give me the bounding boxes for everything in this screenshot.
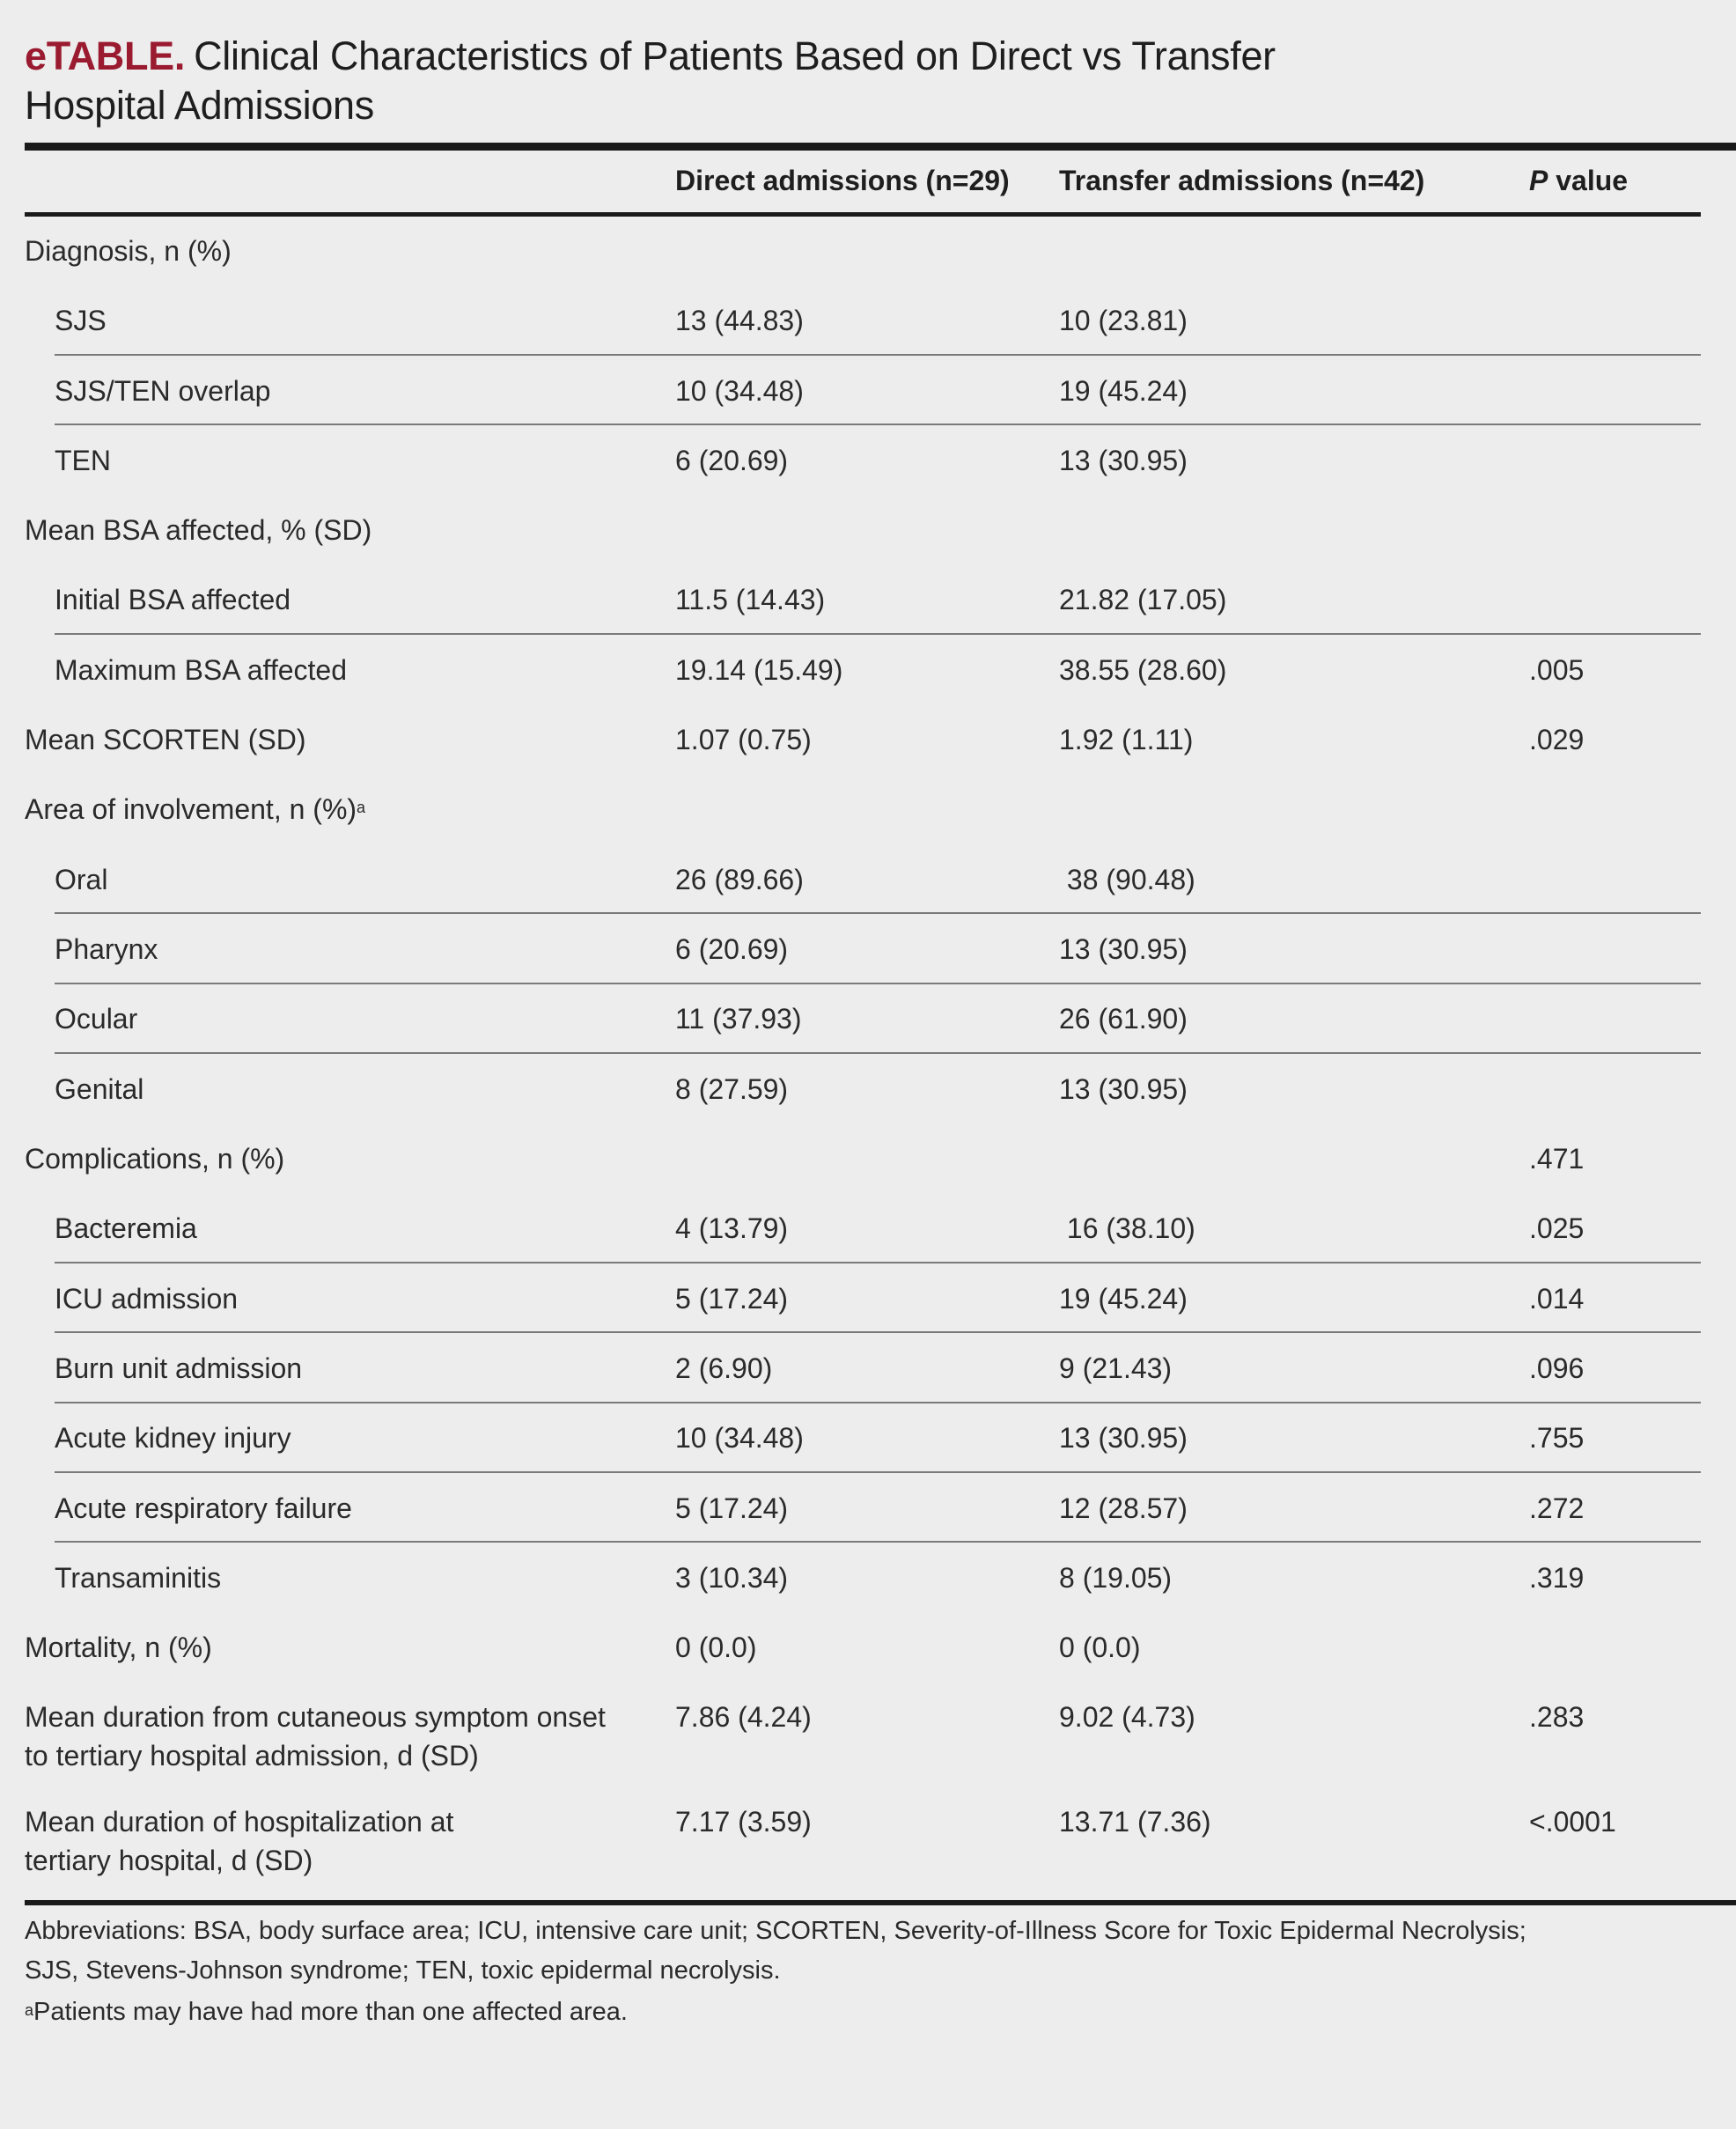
row-divider — [55, 1331, 1701, 1333]
direct-value: 13 (44.83) — [675, 305, 804, 336]
p-value: <.0001 — [1529, 1806, 1616, 1838]
row-label: SJS/TEN overlap — [55, 375, 271, 407]
row-divider — [55, 1541, 1701, 1543]
direct-value: 19.14 (15.49) — [675, 654, 843, 686]
direct-value: 8 (27.59) — [675, 1073, 789, 1105]
row-divider — [55, 354, 1701, 356]
note-footnote — [25, 1993, 1697, 2032]
row-label — [25, 1698, 606, 1775]
row-divider — [55, 424, 1701, 425]
row-label: Bacteremia — [55, 1212, 197, 1244]
transfer-value: 13.71 (7.36) — [1059, 1806, 1211, 1838]
row-label: Mortality, n (%) — [25, 1632, 212, 1663]
direct-value: 10 (34.48) — [675, 1422, 804, 1454]
transfer-value: 21.82 (17.05) — [1059, 584, 1227, 615]
p-value: .025 — [1529, 1212, 1585, 1244]
header-p-italic: P — [1529, 165, 1548, 196]
abbreviations-footnote — [25, 1912, 1697, 1991]
transfer-value: 13 (30.95) — [1059, 1422, 1188, 1454]
p-value: .755 — [1529, 1422, 1585, 1454]
row-label: Diagnosis, n (%) — [25, 235, 232, 267]
direct-value: 0 (0.0) — [675, 1632, 757, 1663]
transfer-value: 13 (30.95) — [1059, 1073, 1188, 1105]
row-label: Acute kidney injury — [55, 1422, 291, 1454]
table-title-text: Clinical Characteristics of Patients Based on Direct vs Transfer Hospital Admissions — [25, 33, 1276, 128]
transfer-value: 26 (61.90) — [1059, 1003, 1188, 1035]
header-p-rest: value — [1548, 165, 1629, 196]
note-text: Patients may have had more than one affected area. — [33, 1998, 628, 2026]
transfer-value: 13 (30.95) — [1059, 445, 1188, 476]
direct-value: 6 (20.69) — [675, 933, 789, 965]
p-value: .283 — [1529, 1701, 1585, 1733]
abbreviations-line: SJS, Stevens-Johnson syndrome; TEN, toxic epidermal necrolysis. — [25, 1956, 781, 1985]
table-title — [25, 32, 1398, 130]
abbreviations-line: Abbreviations: BSA, body surface area; ICU, intensive care unit; SCORTEN, Severity-of-Illness Score for Toxic Epidermal Necrolysis; — [25, 1917, 1526, 1945]
transfer-value: 13 (30.95) — [1059, 933, 1188, 965]
direct-value: 3 (10.34) — [675, 1562, 789, 1594]
row-divider — [55, 983, 1701, 984]
transfer-value: 16 (38.10) — [1059, 1212, 1195, 1244]
direct-value: 10 (34.48) — [675, 375, 804, 407]
row-divider — [55, 1052, 1701, 1054]
row-label: ICU admission — [55, 1283, 239, 1315]
direct-value: 26 (89.66) — [675, 864, 804, 895]
row-divider — [55, 1262, 1701, 1263]
transfer-value: 10 (23.81) — [1059, 305, 1188, 336]
direct-value: 4 (13.79) — [675, 1212, 789, 1244]
p-value: .471 — [1529, 1143, 1585, 1175]
header-direct: Direct admissions (n=29) — [675, 165, 1010, 196]
direct-value: 7.86 (4.24) — [675, 1701, 812, 1733]
direct-value: 11 (37.93) — [675, 1003, 802, 1035]
row-label-line: tertiary hospital, d (SD) — [25, 1845, 313, 1876]
p-value: .005 — [1529, 654, 1585, 686]
p-value: .319 — [1529, 1562, 1585, 1594]
transfer-value: 9.02 (4.73) — [1059, 1701, 1195, 1733]
p-value: .272 — [1529, 1492, 1585, 1524]
transfer-value: 38.55 (28.60) — [1059, 654, 1227, 686]
row-label: Genital — [55, 1073, 144, 1105]
row-label — [25, 790, 365, 829]
row-label: Initial BSA affected — [55, 584, 291, 615]
transfer-value: 0 (0.0) — [1059, 1632, 1141, 1663]
row-label — [25, 1802, 453, 1880]
header-transfer: Transfer admissions (n=42) — [1059, 165, 1425, 196]
direct-value: 2 (6.90) — [675, 1352, 773, 1384]
transfer-value: 19 (45.24) — [1059, 375, 1188, 407]
row-label: Burn unit admission — [55, 1352, 303, 1384]
row-label: Maximum BSA affected — [55, 654, 347, 686]
direct-value: 6 (20.69) — [675, 445, 789, 476]
row-label: Oral — [55, 864, 108, 895]
top-rule — [25, 143, 1736, 151]
header-p-value — [1529, 165, 1628, 197]
row-label: Pharynx — [55, 933, 158, 965]
row-label: Transaminitis — [55, 1562, 222, 1594]
direct-value: 5 (17.24) — [675, 1492, 789, 1524]
p-value: .029 — [1529, 724, 1585, 755]
row-label-line: Mean duration from cutaneous symptom onset — [25, 1701, 606, 1733]
footnote-marker: a — [357, 799, 366, 816]
transfer-value: 12 (28.57) — [1059, 1492, 1188, 1524]
row-divider — [55, 912, 1701, 914]
footnote-marker: a — [25, 2001, 34, 2019]
direct-value: 7.17 (3.59) — [675, 1806, 812, 1838]
row-divider — [55, 633, 1701, 635]
row-label: Mean SCORTEN (SD) — [25, 724, 306, 755]
transfer-value: 8 (19.05) — [1059, 1562, 1173, 1594]
row-label: Mean BSA affected, % (SD) — [25, 514, 372, 546]
row-label: Ocular — [55, 1003, 138, 1035]
row-label-text: Area of involvement, n (%) — [25, 793, 357, 825]
row-label: TEN — [55, 445, 111, 476]
row-divider — [55, 1402, 1701, 1403]
direct-value: 5 (17.24) — [675, 1283, 789, 1315]
p-value: .014 — [1529, 1283, 1585, 1315]
transfer-value: 1.92 (1.11) — [1059, 724, 1194, 755]
transfer-value: 9 (21.43) — [1059, 1352, 1173, 1384]
transfer-value: 38 (90.48) — [1059, 864, 1195, 895]
p-value: .096 — [1529, 1352, 1585, 1384]
bottom-rule — [25, 1900, 1736, 1905]
row-label: SJS — [55, 305, 107, 336]
row-divider — [55, 1471, 1701, 1473]
row-label: Acute respiratory failure — [55, 1492, 352, 1524]
header-rule — [25, 212, 1701, 217]
row-label: Complications, n (%) — [25, 1143, 285, 1175]
transfer-value: 19 (45.24) — [1059, 1283, 1188, 1315]
row-label-line: to tertiary hospital admission, d (SD) — [25, 1740, 479, 1772]
direct-value: 1.07 (0.75) — [675, 724, 812, 755]
table-label: eTABLE. — [25, 33, 186, 78]
direct-value: 11.5 (14.43) — [675, 584, 826, 615]
row-label-line: Mean duration of hospitalization at — [25, 1806, 454, 1838]
